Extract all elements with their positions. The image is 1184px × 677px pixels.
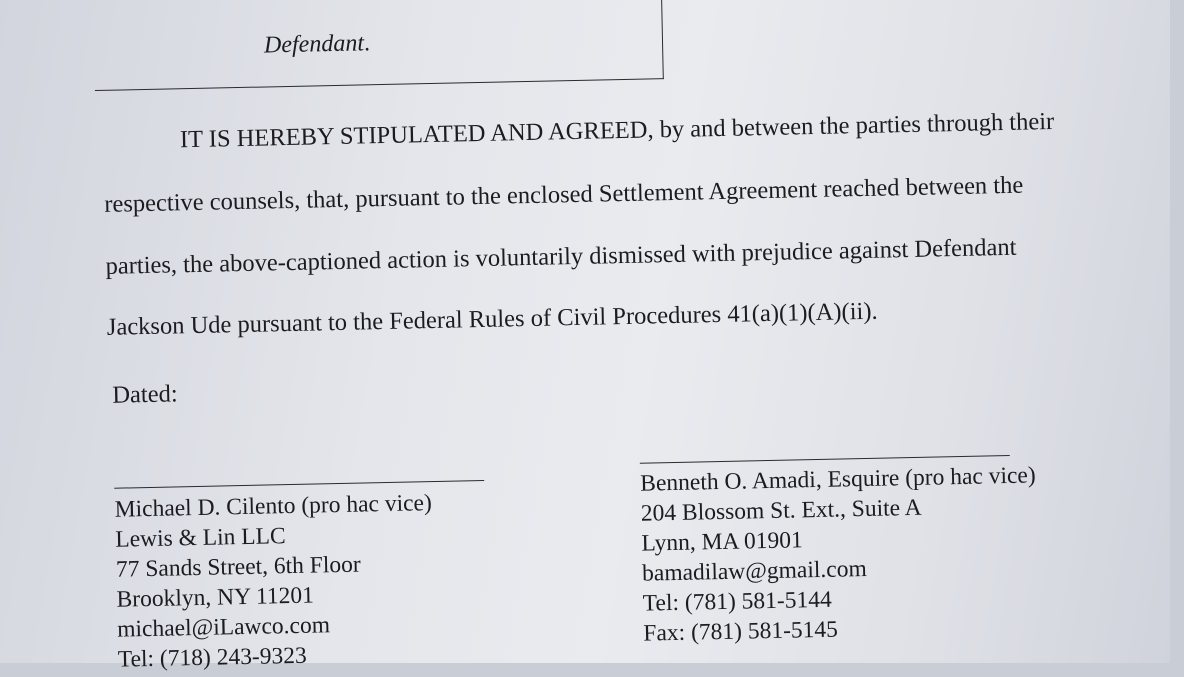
stipulation-line-2: respective counsels, that, pursuant to the enclosed Settlement Agreement reached between the: [104, 171, 1024, 218]
plaintiff-counsel-address-2: Brooklyn, NY 11201: [116, 582, 315, 613]
defendant-counsel-name: Benneth O. Amadi, Esquire (pro hac vice): [639, 462, 1036, 497]
dated-label: Dated:: [112, 380, 178, 409]
stipulation-line-1: IT IS HEREBY STIPULATED AND AGREED, by and between the parties through their: [179, 107, 1055, 154]
defendant-counsel-fax: Fax: (781) 581-5145: [643, 616, 839, 647]
case-caption-box: [92, 0, 664, 91]
defendant-counsel-address-1: 204 Blossom St. Ext., Suite A: [640, 494, 922, 527]
defendant-counsel-block: [640, 460, 1039, 648]
defendant-counsel-tel: Tel: (781) 581-5144: [642, 586, 832, 617]
stipulation-line-3: parties, the above-captioned action is voluntarily dismissed with prejudice against Defendant: [105, 233, 1017, 280]
plaintiff-counsel-block: [114, 488, 435, 675]
defendant-counsel-email: bamadilaw@gmail.com: [641, 555, 867, 587]
stipulation-line-4: Jackson Ude pursuant to the Federal Rules of Civil Procedures 41(a)(1)(A)(ii).: [106, 297, 878, 341]
plaintiff-counsel-firm: Lewis & Lin LLC: [115, 523, 286, 553]
party-role-text: Defendant: [263, 30, 365, 59]
plaintiff-counsel-name: Michael D. Cilento (pro hac vice): [114, 490, 433, 523]
plaintiff-counsel-tel: Tel: (718) 243-9323: [117, 642, 308, 673]
plaintiff-counsel-email: michael@iLawco.com: [116, 612, 331, 643]
caption-party-role: Defendant.: [263, 30, 371, 59]
defendant-counsel-address-2: Lynn, MA 01901: [641, 527, 804, 557]
plaintiff-counsel-address-1: 77 Sands Street, 6th Floor: [115, 551, 361, 583]
